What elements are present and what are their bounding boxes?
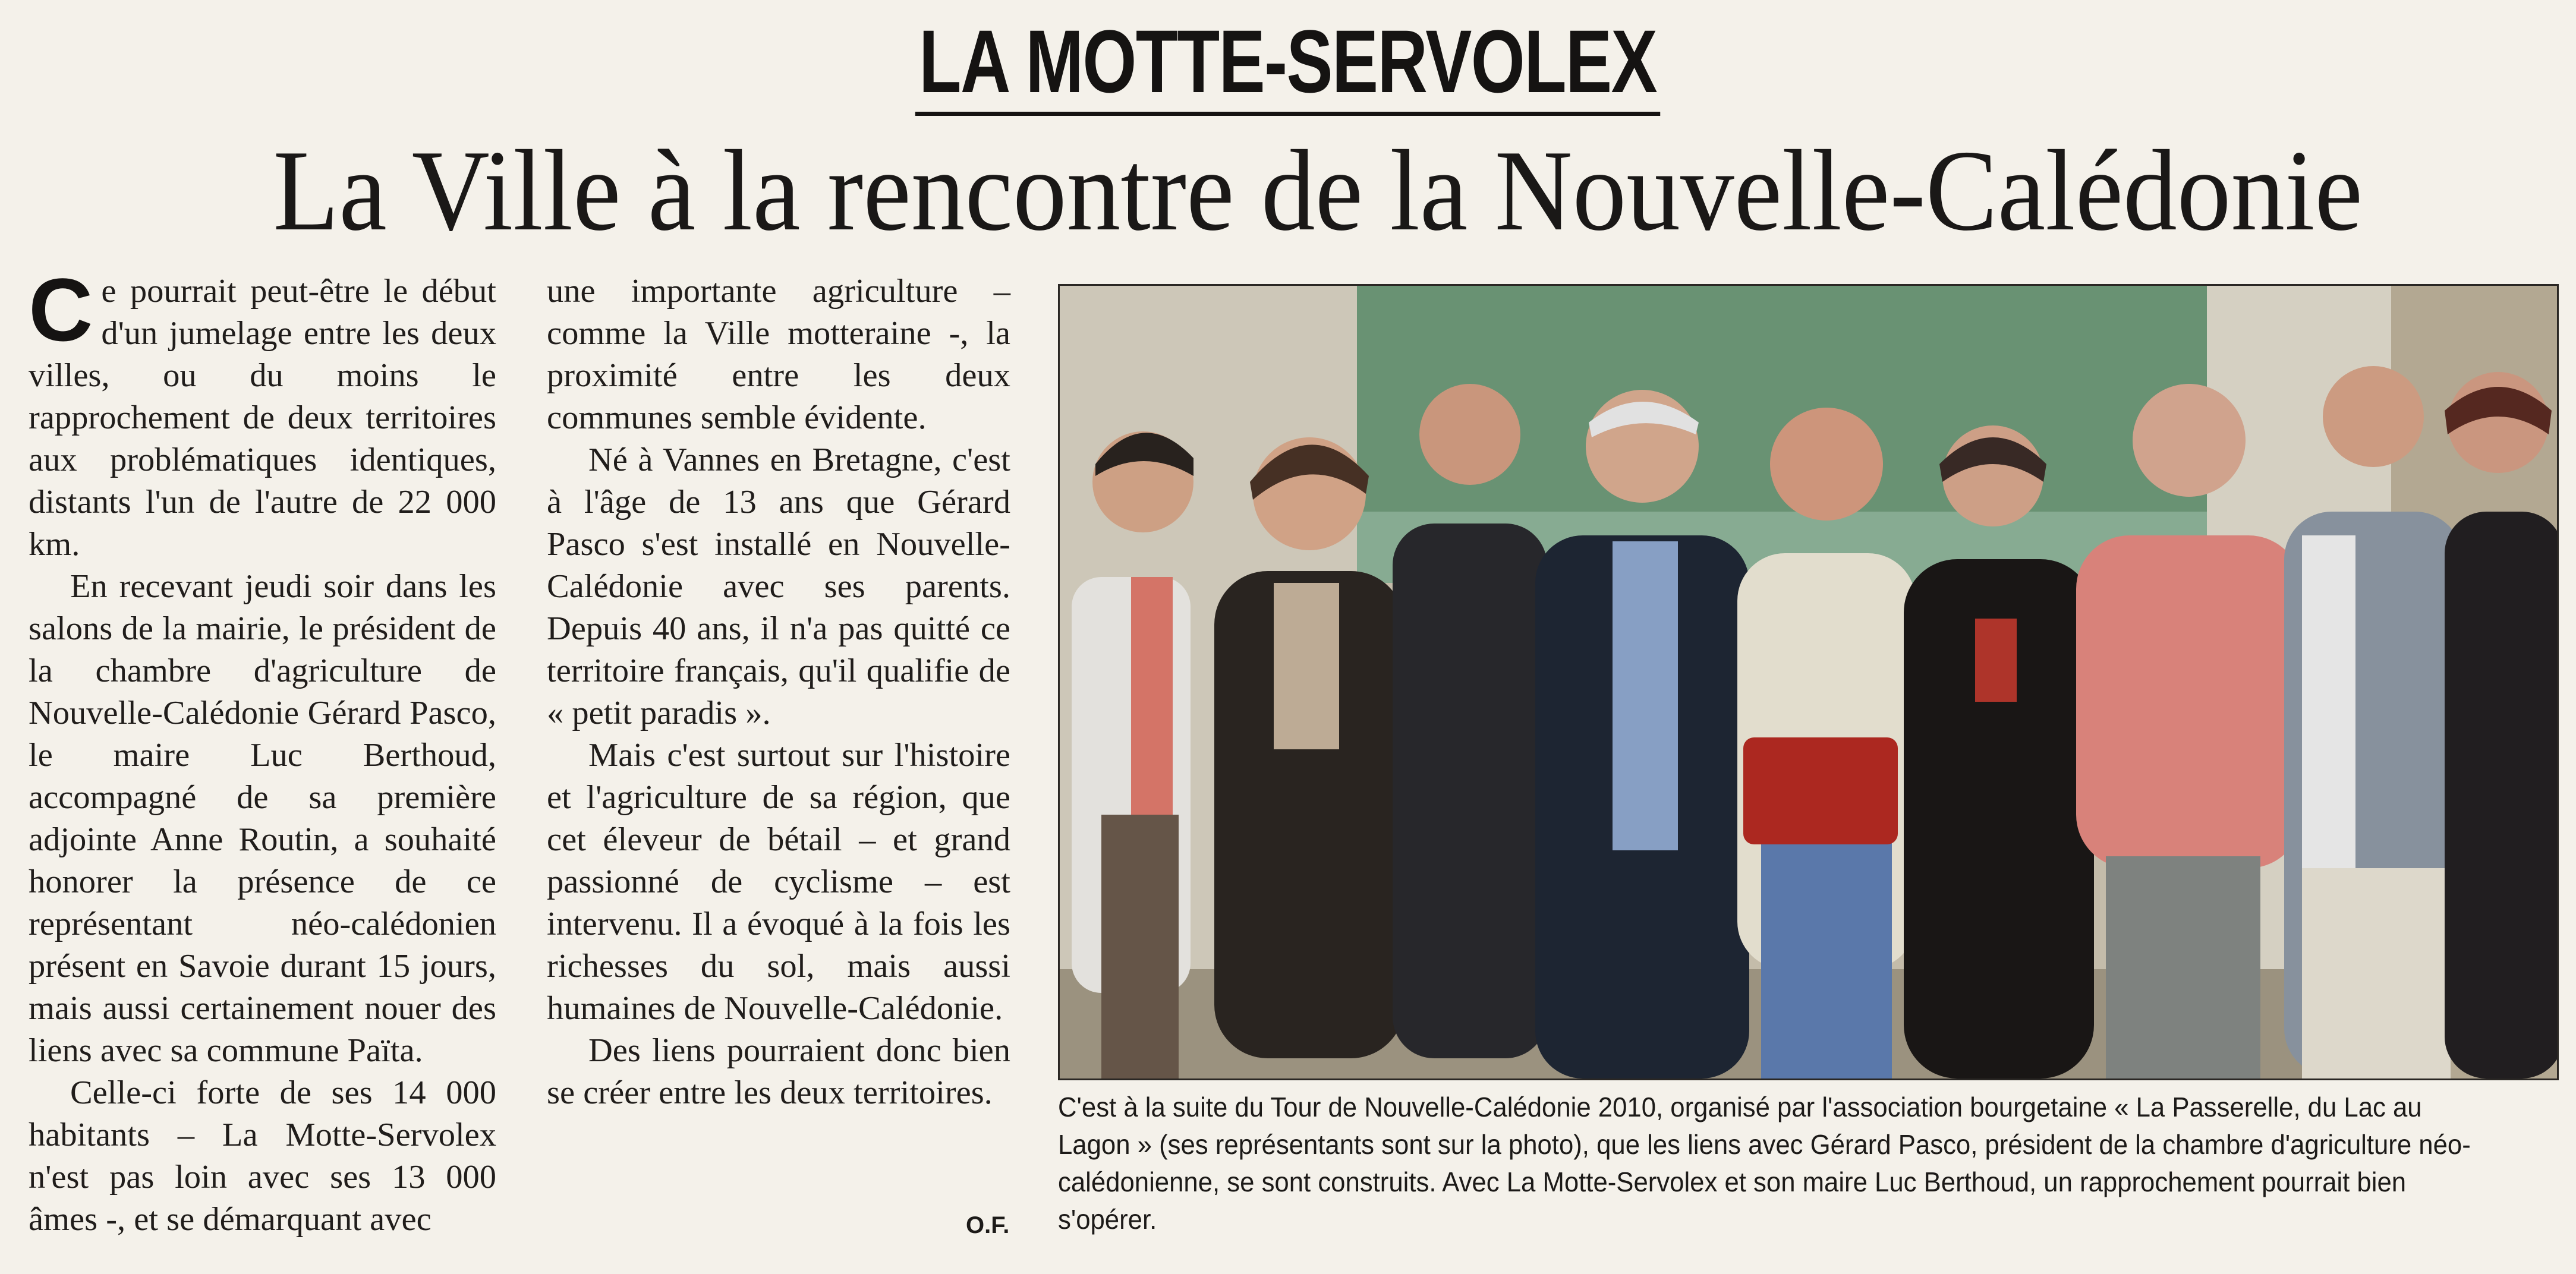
group-photo-illustration <box>1060 286 2557 1079</box>
article-column-1 <box>29 260 496 1241</box>
photo-caption: C'est à la suite du Tour de Nouvelle-Calédonie 2010, organisé par l'association bourgetaine « La Passerelle, du Lac au Lagon » (ses représentants sont sur la photo), que les liens avec Gérard Pasco, président de la chambre d'agriculture néo-calédonienne, se sont construits. Avec La Motte-Servolex et son maire Luc Berthoud, un rapprochement pourrait bien s'opérer. <box>1058 1092 2471 1235</box>
article-paragraph: En recevant jeudi soir dans les salons de la mairie, le président de la chambre d'agriculture de Nouvelle-Calédonie Gérard Pasco, le maire Luc Berthoud, accompagné de sa première adjointe Anne Routin, a souhaité honorer la présence de ce représentant néo-calédonien présent en Savoie durant 15 jours, mais aussi certainement nouer des liens avec sa commune Païta. <box>29 568 496 1069</box>
article-headline: La Ville à la rencontre de la Nouvelle-Calédonie <box>273 127 2363 255</box>
article-paragraph: une importante agriculture – comme la Ville motteraine -, la proximité entre les deux communes semble évidente. <box>547 273 1010 436</box>
article-paragraph: Né à Vannes en Bretagne, c'est à l'âge de 13 ans que Gérard Pasco s'est installé en Nouvelle-Calédonie avec ses parents. Depuis 40 ans, il n'a pas quitté ce territoire français, qu'il qualifie de « petit paradis ». <box>547 442 1010 731</box>
article-column-2 <box>547 270 1010 1114</box>
section-kicker <box>0 11 2576 116</box>
article-paragraph <box>29 260 496 566</box>
article-paragraph: Des liens pourraient donc bien se créer entre les deux territoires. <box>547 1032 1010 1111</box>
author-signature: O.F. <box>966 1212 1010 1238</box>
paragraph-text: e pourrait peut-être le début d'un jumelage entre les deux villes, ou du moins le rapprochement de deux territoires aux problématiques identiques, distants l'un de l'autre de 22 000 km. <box>29 273 496 563</box>
group-photo <box>1058 284 2559 1080</box>
kicker-text: LA MOTTE-SERVOLEX <box>915 11 1661 116</box>
drop-cap: C <box>29 260 93 360</box>
article-paragraph: Celle-ci forte de ses 14 000 habitants – La Motte-Servolex n'est pas loin avec ses 13 000 âmes -, et se démarquant avec <box>29 1074 496 1238</box>
article-paragraph: Mais c'est surtout sur l'histoire et l'agriculture de sa région, que cet éleveur de bétail – et grand passionné de cyclisme – est intervenu. Il a évoqué à la fois les richesses du sol, mais aussi humaines de Nouvelle-Calédonie. <box>547 737 1010 1027</box>
